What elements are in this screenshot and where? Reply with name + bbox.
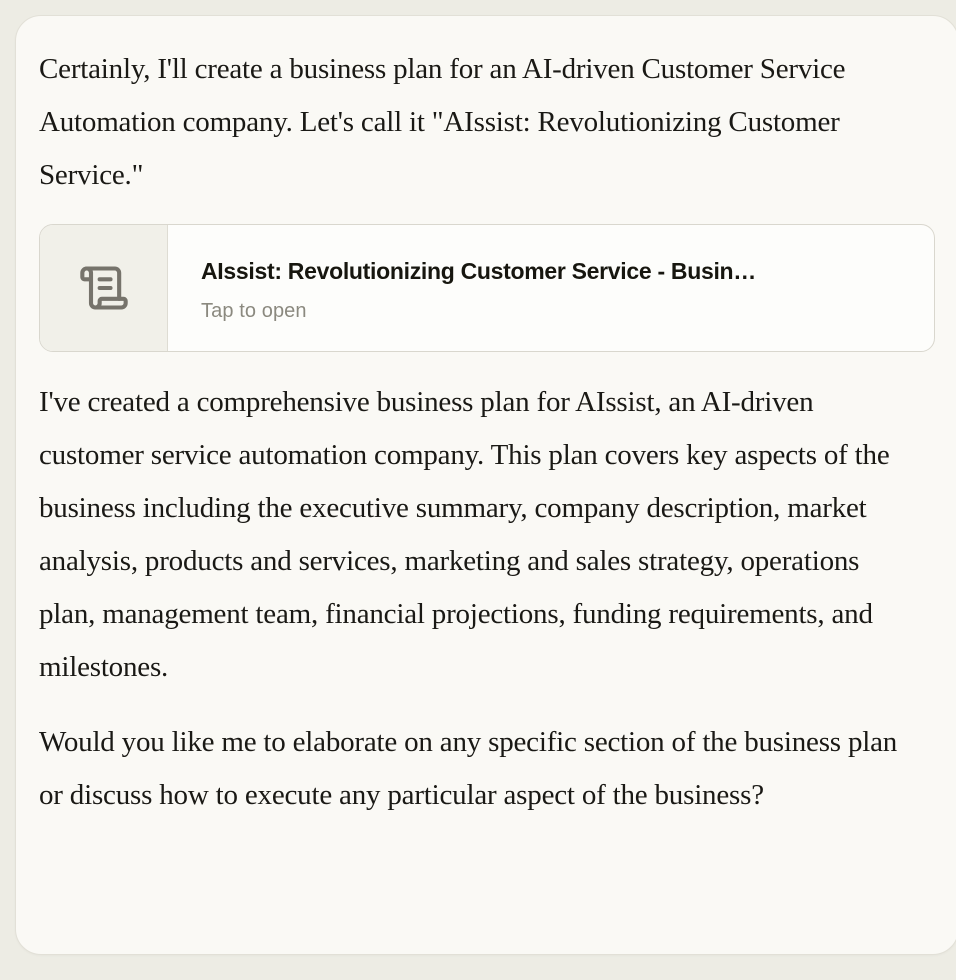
assistant-message-card	[15, 15, 956, 955]
message-paragraph-followup: Would you like me to elaborate on any specific section of the business plan or discuss how to execute any particular aspect of the business?	[39, 726, 898, 811]
scroll-icon	[78, 262, 130, 314]
artifact-title: AIssist: Revolutionizing Customer Service - Busin…	[201, 257, 756, 284]
artifact-subtitle: Tap to open	[201, 299, 307, 322]
artifact-card[interactable]	[39, 224, 935, 352]
message-paragraph-intro: Certainly, I'll create a business plan for an AI-driven Customer Service Automation company. Let's call it "AIssist: Revolutionizing Customer Service."	[39, 53, 846, 191]
artifact-icon-pane	[40, 225, 168, 351]
message-paragraph-summary: I've created a comprehensive business plan for AIssist, an AI-driven customer service automation company. This plan covers key aspects of the business including the executive summary, company description, market analysis, products and services, marketing and sales strategy, operations plan, management team, financial projections, funding requirements, and milestones.	[39, 386, 890, 683]
artifact-info	[168, 225, 934, 351]
